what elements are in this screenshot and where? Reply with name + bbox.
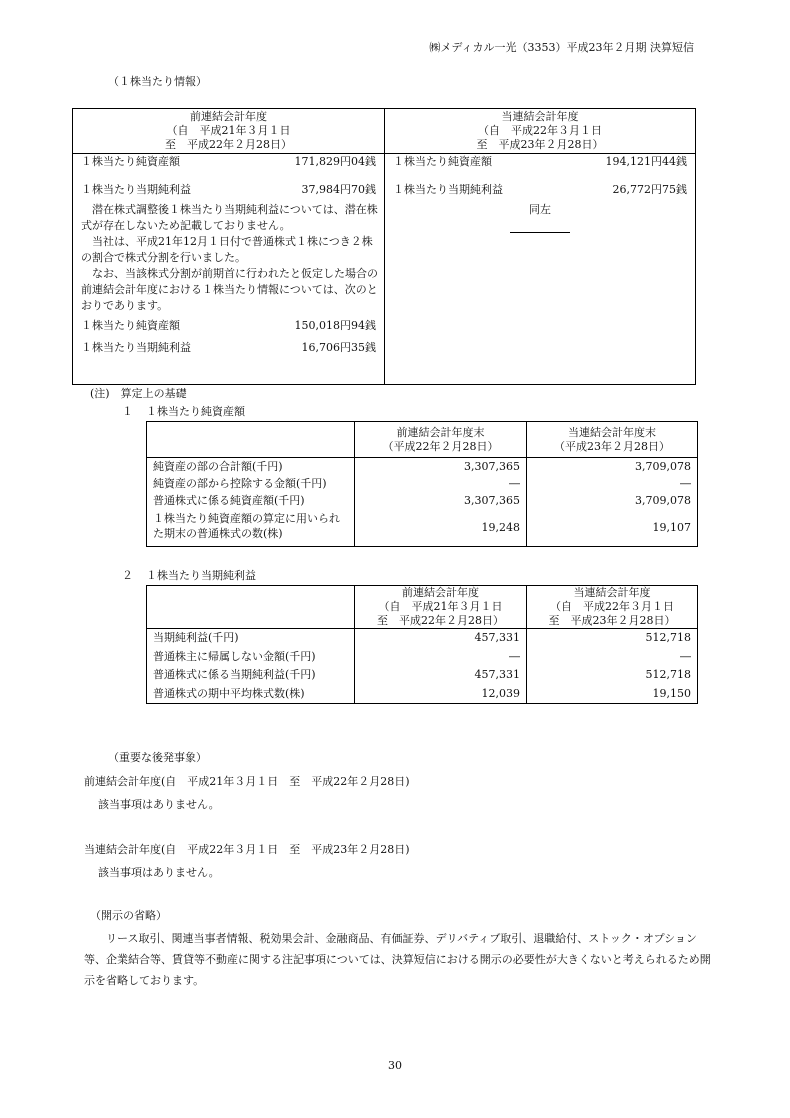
col-curr-header	[527, 586, 698, 629]
header-line: （平成23年２月28日）	[554, 439, 670, 453]
prev-period-header	[73, 109, 385, 154]
header-line: 至 平成23年２月28日）	[476, 138, 604, 152]
row-value: 26,772円75銭	[612, 183, 687, 196]
header-line: 当連結会計年度	[573, 586, 651, 600]
row-value: 37,984円70銭	[301, 183, 376, 196]
net-income-basis-table	[146, 585, 698, 704]
table-row	[147, 458, 698, 476]
header-line: 前連結会計年度末	[396, 425, 485, 439]
row-value: 194,121円44銭	[605, 155, 687, 168]
row-label: １株当たり当期純利益	[81, 183, 191, 196]
table-row	[147, 684, 698, 703]
table-row	[147, 509, 698, 546]
row-label: 普通株式に係る純資産額(千円)	[147, 492, 355, 509]
row-label: 普通株式に係る当期純利益(千円)	[147, 666, 355, 684]
curr-net-income-row	[385, 182, 695, 202]
header-line: 前連結会計年度	[190, 109, 267, 123]
row-value-prev: 457,331	[355, 629, 527, 648]
row-label: １株当たり純資産額の算定に用いられた期末の普通株式の数(株)	[147, 509, 355, 546]
row-value-curr: 19,150	[527, 684, 698, 703]
per-share-title: （１株当たり情報）	[108, 75, 207, 88]
row-value-prev: 19,248	[355, 509, 527, 546]
row-label: １株当たり純資産額	[393, 155, 492, 168]
table-row	[147, 475, 698, 492]
col-curr-header	[527, 422, 698, 458]
row-value-prev: ―	[355, 475, 527, 492]
split-note: 当社は、平成21年12月１日付で普通株式１株につき２株の割合で株式分割を行いました。	[81, 234, 373, 264]
row-label: １株当たり純資産額	[81, 155, 180, 168]
basis-t2-number: ２	[122, 569, 133, 582]
row-label: １株当たり純資産額	[81, 318, 180, 332]
row-value: 171,829円04銭	[294, 155, 376, 168]
curr-net-assets-row	[385, 154, 695, 182]
omission-title: （開示の省略）	[90, 909, 167, 922]
row-value-prev: 3,307,365	[355, 492, 527, 509]
header-line: （自 平成22年３月１日	[550, 600, 674, 614]
curr-period-header	[385, 109, 696, 154]
header-line: 至 平成22年２月28日）	[377, 613, 504, 627]
subsequent-prev-period: 前連結会計年度(自 平成21年３月１日 至 平成22年２月28日)	[84, 775, 410, 788]
table-row	[147, 629, 698, 648]
row-value-curr: ―	[527, 648, 698, 666]
header-line: 前連結会計年度	[402, 586, 479, 600]
row-label: 純資産の部の合計額(千円)	[147, 458, 355, 476]
row-value-curr: 512,718	[527, 629, 698, 648]
row-label: 純資産の部から控除する金額(千円)	[147, 475, 355, 492]
subsequent-curr-text: 該当事項はありません。	[98, 866, 220, 879]
table-row	[147, 492, 698, 509]
row-label: １株当たり当期純利益	[81, 340, 191, 354]
row-value-curr: 3,709,078	[527, 458, 698, 476]
assumption-note: なお、当該株式分割が前期首に行われたと仮定した場合の前連結会計年度における１株当たり情報については、次のとおりであります。	[81, 266, 378, 312]
table-row	[147, 648, 698, 666]
basis-t1-number: １	[122, 405, 133, 418]
per-share-table	[72, 108, 696, 385]
header-line: （自 平成22年３月１日	[478, 123, 602, 137]
row-label: 当期純利益(千円)	[147, 629, 355, 648]
basis-note-label: (注) 算定上の基礎	[90, 387, 187, 400]
header-line: 至 平成23年２月28日）	[548, 613, 676, 627]
row-label: １株当たり当期純利益	[393, 183, 503, 196]
prev-period-body	[73, 154, 385, 385]
header-line: （自 平成21年３月１日	[378, 600, 503, 614]
omission-text: リース取引、関連当事者情報、税効果会計、金融商品、有価証券、デリバティブ取引、退職給付、ストック・オプション等、企業結合等、賃貸等不動産に関する注記事項については、決算短信における開示の必要性が大きくないと考えられるため開示を省略しております。	[84, 932, 711, 987]
prev-net-income-row	[73, 182, 384, 202]
same-as-left: 同左	[529, 203, 551, 216]
table-row	[147, 666, 698, 684]
col-prev-header	[355, 586, 527, 629]
col-prev-header	[355, 422, 527, 458]
row-value: 16,706円35銭	[301, 340, 376, 354]
subsequent-events-title: （重要な後発事象）	[108, 751, 207, 764]
blank-header	[147, 422, 355, 458]
row-label: 普通株主に帰属しない金額(千円)	[147, 648, 355, 666]
header-line: （自 平成21年３月１日	[166, 123, 291, 137]
row-value-prev: 12,039	[355, 684, 527, 703]
row-value-curr: 512,718	[527, 666, 698, 684]
blank-header	[147, 586, 355, 629]
row-value: 150,018円94銭	[294, 318, 376, 332]
adjusted-net-income-row	[73, 340, 384, 356]
basis-t1-title: １株当たり純資産額	[146, 405, 245, 418]
row-value-curr: ―	[527, 475, 698, 492]
header-line: 当連結会計年度末	[568, 425, 656, 439]
subsequent-curr-period: 当連結会計年度(自 平成22年３月１日 至 平成23年２月28日)	[84, 843, 410, 856]
row-value-curr: 19,107	[527, 509, 698, 546]
row-label: 普通株式の期中平均株式数(株)	[147, 684, 355, 703]
curr-period-body	[385, 154, 696, 385]
diluted-note: 潜在株式調整後１株当たり当期純利益については、潜在株式が存在しないため記載しておりません。	[81, 203, 378, 232]
prev-net-assets-row	[73, 154, 384, 182]
header-line: 当連結会計年度	[501, 109, 579, 123]
adjusted-net-assets-row	[73, 318, 384, 340]
basis-t2-title: １株当たり当期純利益	[146, 569, 256, 582]
header-line: （平成22年２月28日）	[382, 439, 499, 453]
document-header: ㈱メディカル一光（3353）平成23年２月期 決算短信	[429, 41, 694, 54]
row-value-prev: 3,307,365	[355, 458, 527, 476]
row-value-prev: ―	[355, 648, 527, 666]
subsequent-prev-text: 該当事項はありません。	[98, 798, 220, 811]
row-value-curr: 3,709,078	[527, 492, 698, 509]
header-line: 至 平成22年２月28日）	[165, 138, 292, 152]
row-value-prev: 457,331	[355, 666, 527, 684]
dash-line	[510, 232, 570, 233]
page-number: 30	[388, 1059, 402, 1072]
net-assets-basis-table	[146, 421, 698, 547]
